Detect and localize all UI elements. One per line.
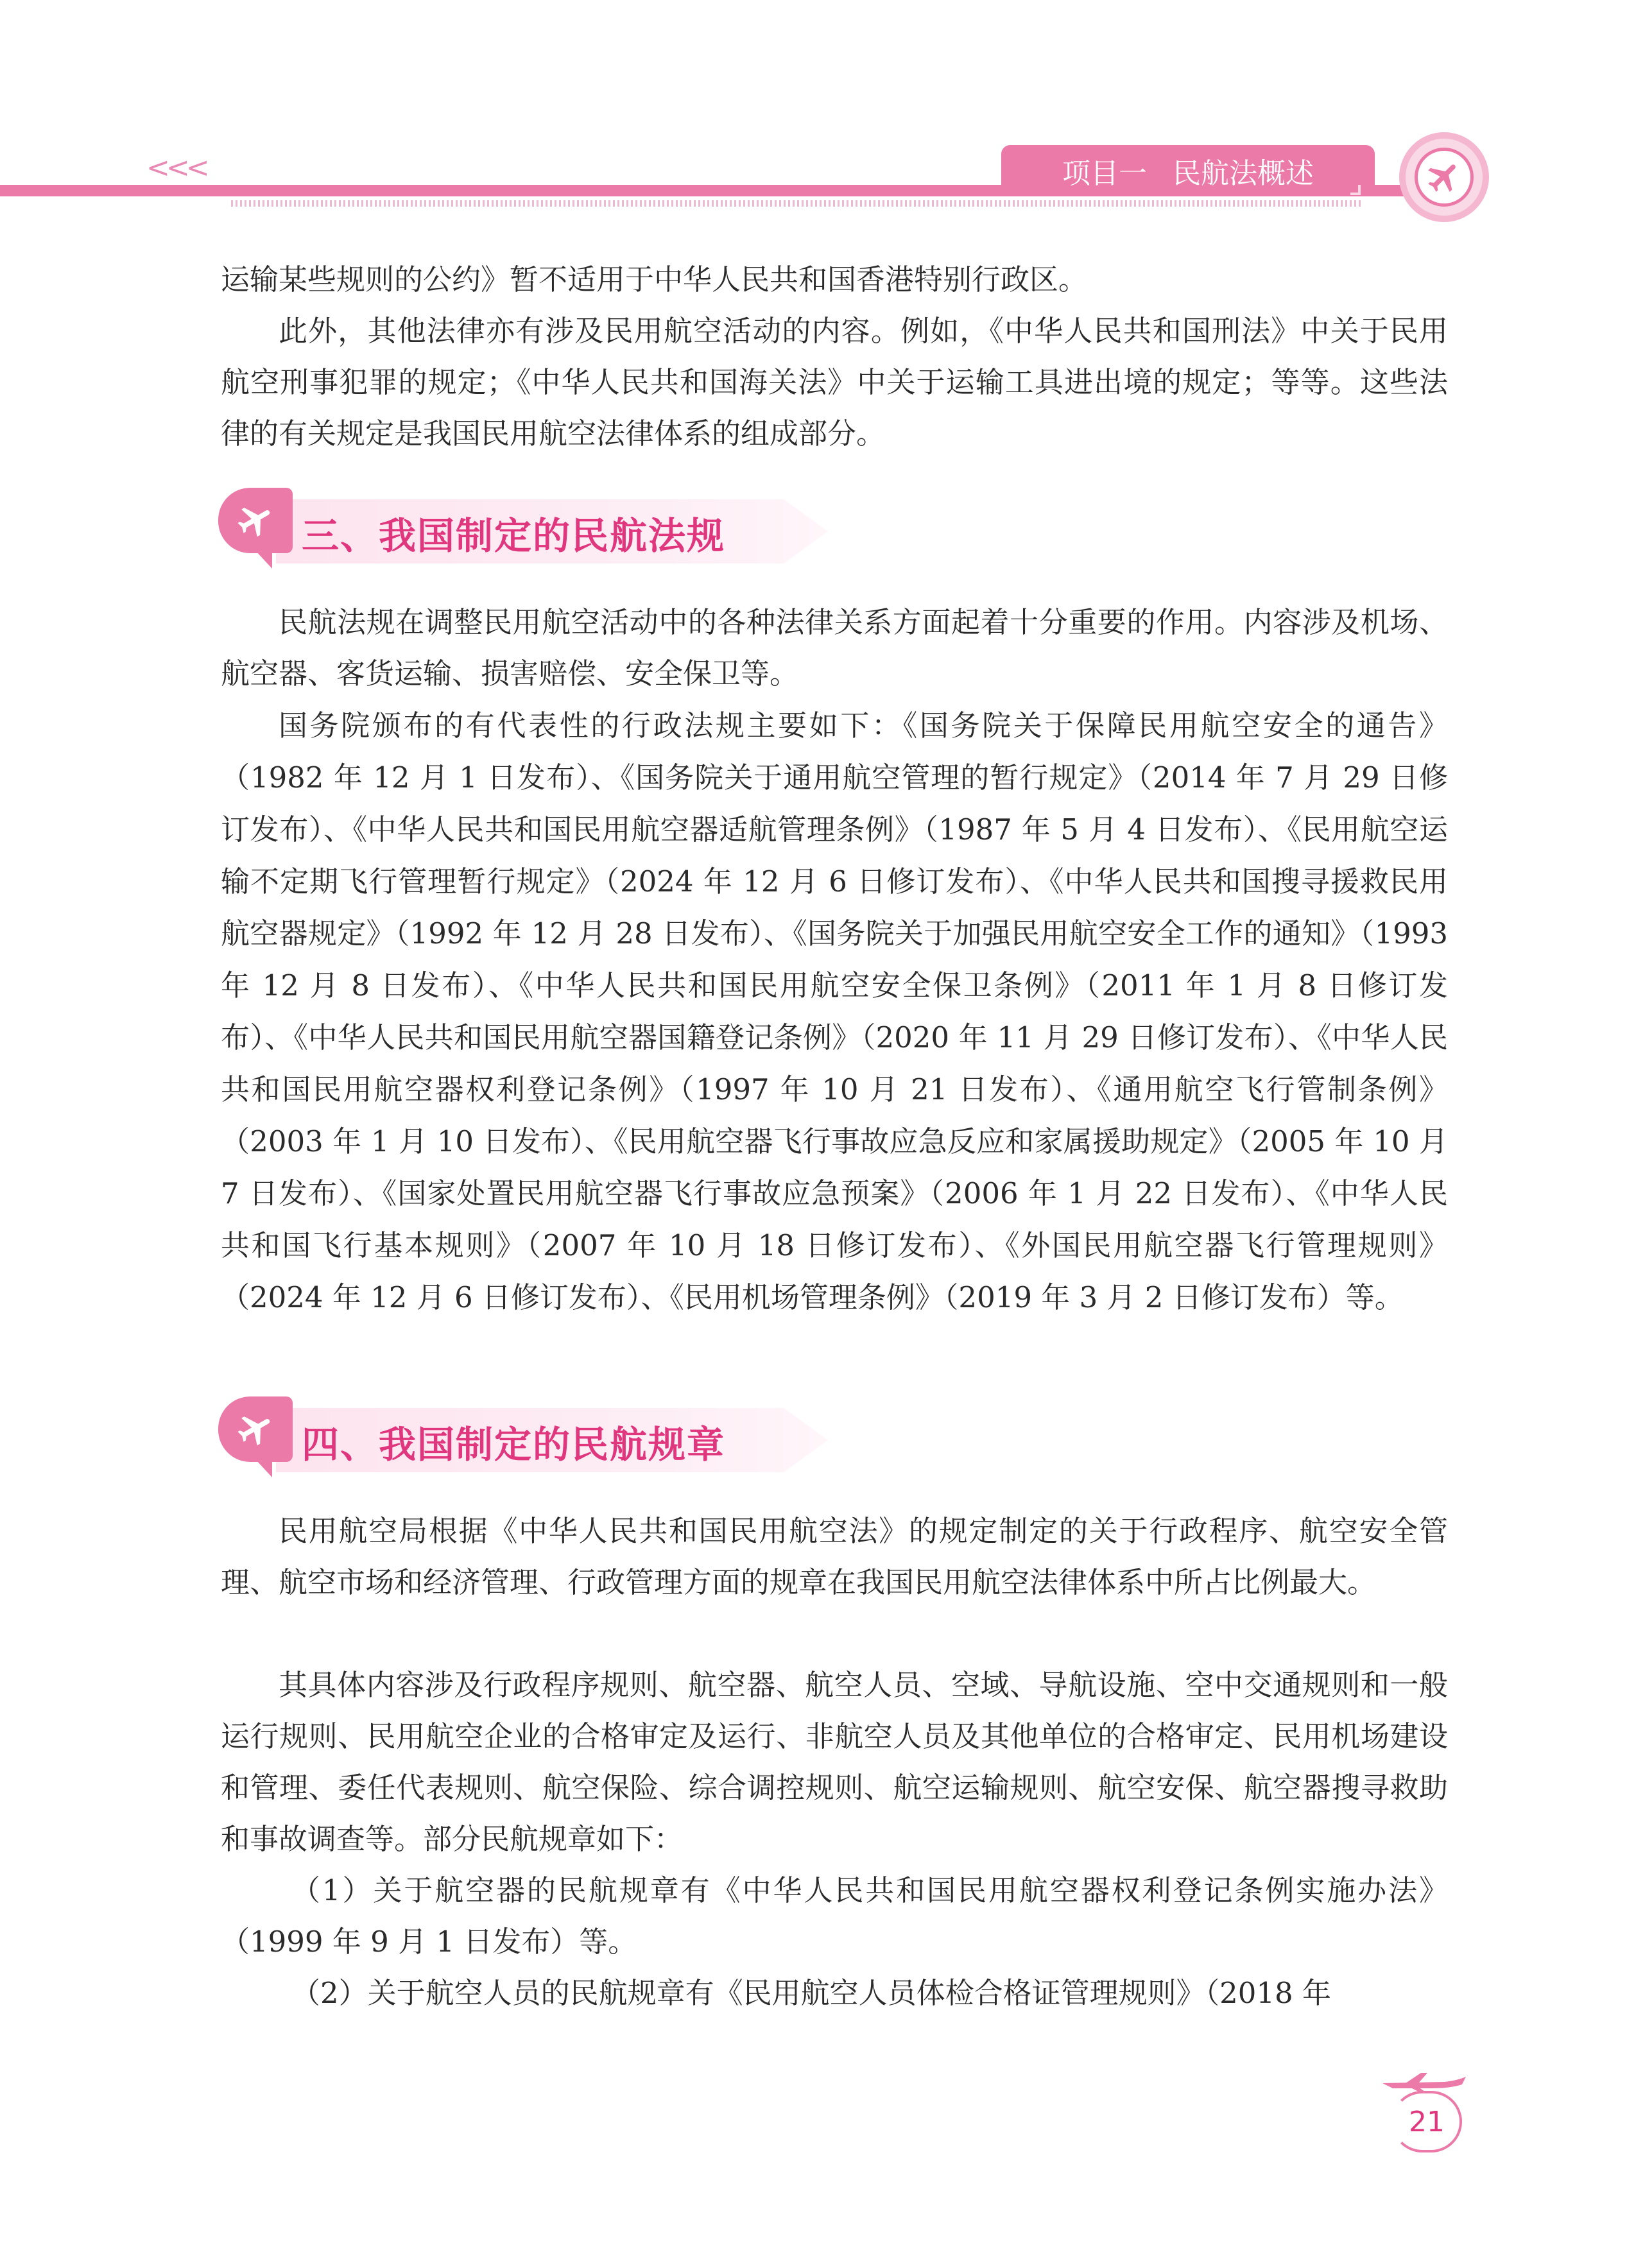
paragraph-regulations-list: 国务院颁布的有代表性的行政法规主要如下：《国务院关于保障民用航空安全的通告》（1982 年 12 月 1 日发布）、《国务院关于通用航空管理的暂行规定》（2014 年 7 月 29 日修订发布）、《中华人民共和国民用航空器适航管理条例》（1987 年 5 月 4 日发布）、《民用航空运输不定期飞行管理暂行规定》（2024 年 12 月 6 日修订发布）、《中华人民共和国搜寻援救民用航空器规定》（1992 年 12 月 28 日发布）、《国务院关于加强民用航空安全工作的通知》（1993 年 12 月 8 日发布）、《中华人民共和国民用航空安全保卫条例》（2011 年 1 月 8 日修订发布）、《中华人民共和国民用航空器国籍登记条例》（2020 年 11 月 29 日修订发布）、《中华人民共和国民用航空器权利登记条例》（1997 年 10 月 21 日发布）、《通用航空飞行管制条例》（2003 年 1 月 10 日发布）、《民用航空器飞行事故应急反应和家属援助规定》（2005 年 10 月 7 日发布）、《国家处置民用航空器飞行事故应急预案》（2006 年 1 月 22 日发布）、《中华人民共和国飞行基本规则》（2007 年 10 月 18 日修订发布）、《外国民用航空器飞行管理规则》（2024 年 12 月 6 日修订发布）、《民用机场管理条例》（2019 年 3 月 2 日修订发布）等。 [221,709,1448,1314]
header-chapter-tab [1001,145,1375,196]
section-title: 四、我国制定的民航规章 [302,1423,726,1466]
section-heading-3 [218,488,834,566]
header-project-label: 项目一 [1062,157,1147,190]
paragraph-regulations-intro: 民航法规在调整民用航空活动中的各种法律关系方面起着十分重要的作用。内容涉及机场、航空器、客货运输、损害赔偿、安全保卫等。 [221,605,1448,691]
paragraph-continuation: 运输某些规则的公约》暂不适用于中华人民共和国香港特别行政区。 [221,262,1088,296]
section-title: 三、我国制定的民航法规 [302,514,726,558]
paragraph-rules-intro: 民用航空局根据《中华人民共和国民用航空法》的规定制定的关于行政程序、航空安全管理、航空市场和经济管理、行政管理方面的规章在我国民用航空法律体系中所占比例最大。 [221,1514,1448,1599]
header-chapter-label: 民航法概述 [1173,157,1314,190]
airplane-logo-icon [1399,132,1489,222]
paragraph-rules-scope: 其具体内容涉及行政程序规则、航空器、航空人员、空域、导航设施、空中交通规则和一般运行规则、民用航空企业的合格审定及运行、非航空人员及其他单位的合格审定、民用机场建设和管理、委任代表规则、航空保险、综合调控规则、航空运输规则、航空安保、航空器搜寻救助和事故调查等。部分民航规章如下： [221,1668,1448,1856]
page-number: 21 [1391,2091,1462,2152]
list-item-aircraft-rules: （1）关于航空器的民航规章有《中华人民共和国民用航空器权利登记条例实施办法》（1999 年 9 月 1 日发布）等。 [221,1873,1448,1959]
paragraph-other-laws: 此外，其他法律亦有涉及民用航空活动的内容。例如，《中华人民共和国刑法》中关于民用航空刑事犯罪的规定；《中华人民共和国海关法》中关于运输工具进出境的规定；等等。这些法律的有关规定是我国民用航空法律体系的组成部分。 [221,314,1448,451]
list-item-personnel-rules: （2）关于航空人员的民航规章有《民用航空人员体检合格证管理规则》（2018 年 [291,1976,1331,2010]
section-heading-4 [218,1396,834,1475]
header-hatch-decoration [231,200,1361,207]
airplane-icon [218,488,293,553]
airplane-icon [218,1396,293,1462]
header-chevrons: <<< [146,151,206,184]
